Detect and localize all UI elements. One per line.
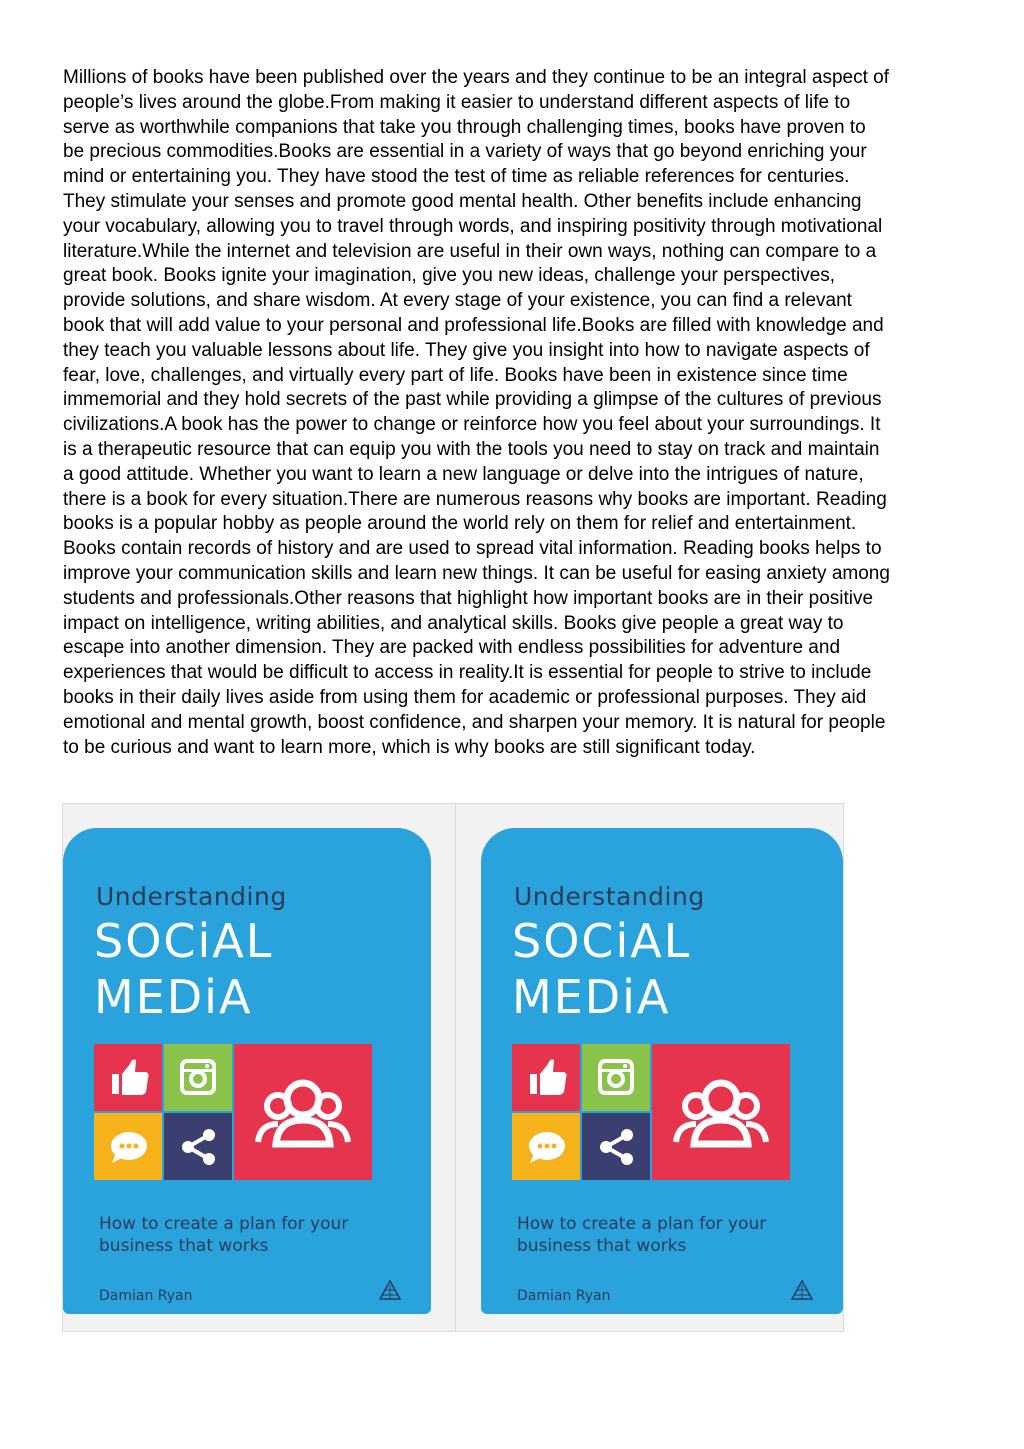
thumbs-up-icon <box>94 1044 162 1116</box>
article-line: emotional and mental growth, boost confidence, and sharpen your memory. It is natural for people <box>63 711 886 733</box>
publisher-logo-icon <box>791 1280 813 1305</box>
cover-title-understanding: Understanding <box>514 882 705 911</box>
cover-subtitle-line1: How to create a plan for your <box>99 1214 349 1234</box>
article-line: is a therapeutic resource that can equip you with the tools you need to stay on track and maintain <box>63 438 880 460</box>
people-icon <box>234 1044 372 1185</box>
article-line: fear, love, challenges, and virtually every part of life. Books have been in existence since time <box>63 364 848 386</box>
article-line: people’s lives around the globe.From making it easier to understand different aspects of life to <box>63 91 851 113</box>
article-line: immemorial and they hold secrets of the past while providing a glimpse of the cultures of previous <box>63 389 882 411</box>
article-line: books is a popular hobby as people around the world rely on them for relief and entertainment. <box>63 513 857 535</box>
article-line: impact on intelligence, writing abilities, and analytical skills. Books give people a great way to <box>63 612 844 634</box>
cover-author: Damian Ryan <box>99 1288 193 1304</box>
cover-subtitle <box>99 1213 399 1257</box>
book-cover-left <box>63 828 431 1314</box>
cover-title-social: SOCiAL <box>94 914 274 968</box>
article-line: Millions of books have been published over the years and they continue to be an integral aspect of <box>63 67 889 88</box>
article-line: improve your communication skills and learn new things. It can be useful for easing anxiety among <box>63 562 890 584</box>
article-line: experiences that would be difficult to access in reality.It is essential for people to strive to include <box>63 662 872 684</box>
article-line: your vocabulary, allowing you to travel through words, and inspiring positivity through motivational <box>63 215 883 237</box>
article-line: book that will add value to your personal and professional life.Books are filled with knowledge and <box>63 314 884 336</box>
article-line: students and professionals.Other reasons that highlight how important books are in their positive <box>63 587 874 609</box>
cover-subtitle-line2: business that works <box>99 1236 269 1256</box>
cover-subtitle-line2: business that works <box>517 1236 687 1256</box>
article-line: escape into another dimension. They are packed with endless possibilities for adventure and <box>63 637 841 659</box>
cover-subtitle-line1: How to create a plan for your <box>517 1214 767 1234</box>
article-line: they teach you valuable lessons about life. They give you insight into how to navigate aspects of <box>63 339 870 361</box>
cover-title-media: MEDiA <box>94 970 253 1024</box>
article-line: there is a book for every situation.There are numerous reasons why books are important. Reading <box>63 488 887 510</box>
cover-author: Damian Ryan <box>517 1288 611 1304</box>
cover-title-media: MEDiA <box>512 970 671 1024</box>
people-icon <box>652 1044 790 1185</box>
share-icon <box>582 1113 650 1185</box>
article-line: serve as worthwhile companions that take you through challenging times, books have proven to <box>63 116 866 138</box>
thumbs-up-icon <box>512 1044 580 1116</box>
publisher-logo-icon <box>379 1280 401 1305</box>
article-line: literature.While the internet and television are useful in their own ways, nothing can compare to a <box>63 240 877 262</box>
chat-bubble-icon <box>512 1113 580 1185</box>
cover-title-understanding: Understanding <box>96 882 287 911</box>
article-line: to be curious and want to learn more, which is why books are still significant today. <box>63 736 756 758</box>
chat-bubble-icon <box>94 1113 162 1185</box>
article-body <box>63 66 963 760</box>
cover-title-social: SOCiAL <box>512 914 692 968</box>
article-line: mind or entertaining you. They have stood the test of time as reliable references for centuries. <box>63 166 850 188</box>
article-line: great book. Books ignite your imagination, give you new ideas, challenge your perspectives, <box>63 265 836 287</box>
image-divider <box>455 804 456 1331</box>
camera-icon <box>164 1044 232 1116</box>
cover-subtitle <box>517 1213 817 1257</box>
camera-icon <box>582 1044 650 1116</box>
article-line: a good attitude. Whether you want to learn a new language or delve into the intrigues of nature, <box>63 463 864 485</box>
book-cover-image-pair <box>62 803 844 1332</box>
article-line: provide solutions, and share wisdom. At every stage of your existence, you can find a relevant <box>63 290 852 312</box>
article-line: civilizations.A book has the power to change or reinforce how you feel about your surroundings. It <box>63 414 881 436</box>
article-line: They stimulate your senses and promote good mental health. Other benefits include enhancing <box>63 190 862 212</box>
book-cover-right <box>481 828 843 1314</box>
share-icon <box>164 1113 232 1185</box>
article-line: be precious commodities.Books are essential in a variety of ways that go beyond enriching your <box>63 141 867 163</box>
article-line: Books contain records of history and are used to spread vital information. Reading books helps to <box>63 538 882 560</box>
article-line: books in their daily lives aside from using them for academic or professional purposes. They aid <box>63 686 867 708</box>
